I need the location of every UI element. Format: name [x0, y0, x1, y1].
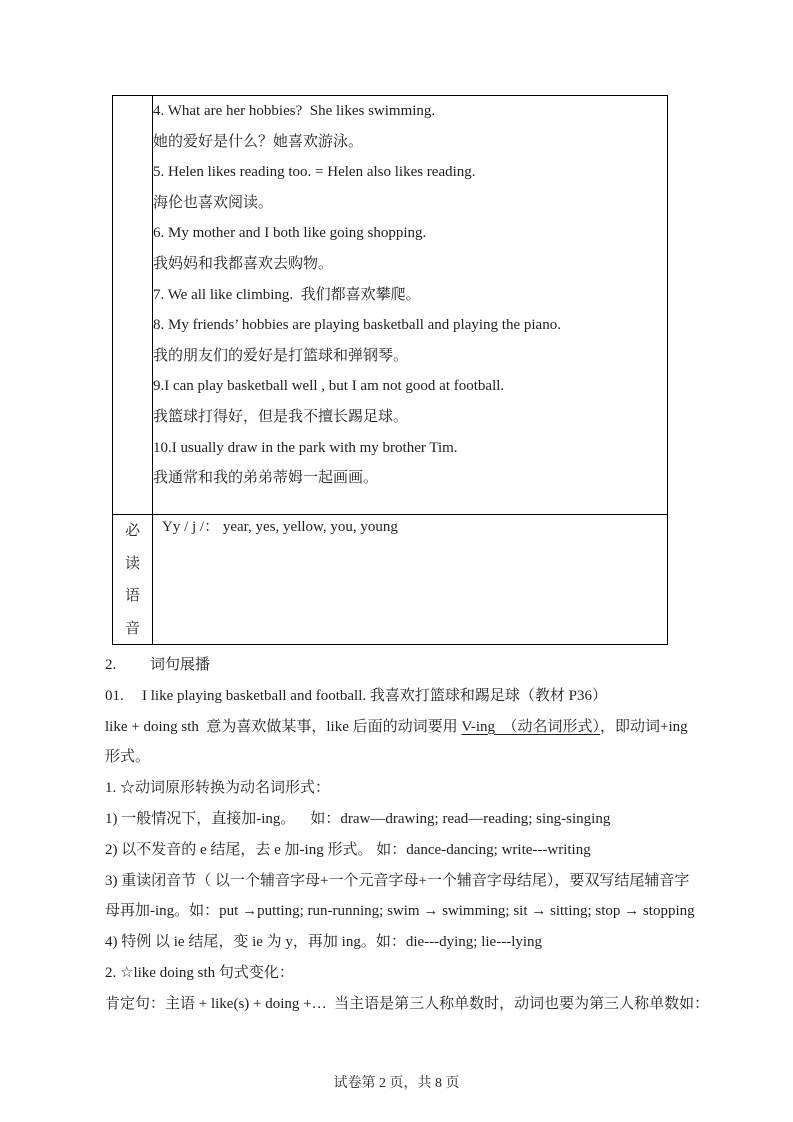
like-rule-wrap-line: 形式。 — [105, 749, 151, 766]
rule1-case3: 3) 重读闭音节（ 以一个辅音字母+一个元音字母+一个辅音字母结尾），要双写结尾辅音字 — [105, 872, 690, 889]
page-footer: 试卷第 2 页，共 8 页 — [333, 1076, 460, 1091]
phonics-header-char: 语 — [124, 588, 140, 605]
sentence-line-5-en: 5. Helen likes reading too. = Helen also likes reading. — [153, 164, 476, 181]
example-sentences-row — [113, 96, 668, 515]
sentence-line-8-en: 8. My friends’ hobbies are playing basketball and playing the piano. — [153, 317, 561, 334]
example-sentences-cell — [153, 96, 668, 515]
item-text: I like playing basketball and football. 我喜欢打篮球和踢足球（教材 P36） — [142, 687, 607, 704]
sentence-line-10-en: 10.I usually draw in the park with my brother Tim. — [153, 439, 458, 456]
sentence-line-6-en: 6. My mother and I both like going shopping. — [153, 225, 427, 242]
phonics-header-char: 必 — [124, 523, 140, 539]
section-title: 词句展播 — [150, 657, 211, 673]
rule2-title: 2. ☆like doing sth 句式变化： — [105, 964, 294, 981]
phonics-header-vertical-label — [113, 515, 152, 644]
item-number: 01. — [105, 687, 124, 704]
section-2-heading — [105, 650, 745, 681]
sentence-line-9-zh: 我篮球打得好，但是我不擅长踢足球。 — [153, 408, 409, 425]
rule1-case4: 4) 特例 以 ie 结尾，变 ie 为 y，再加 ing。如：die---dying; lie---lying — [105, 934, 543, 951]
like-rule-line — [105, 712, 745, 743]
sentence-line-8-zh: 我的朋友们的爱好是打篮球和弹钢琴。 — [153, 347, 409, 364]
rule1-case2: 2) 以不发音的 e 结尾，去 e 加-ing 形式。 如：dance-dancing; write---writing — [105, 841, 591, 858]
phonics-header-char: 读 — [124, 555, 140, 572]
lesson-notes — [105, 650, 745, 1020]
like-rule-seg3: ，即动词+ing — [600, 718, 688, 735]
sentence-line-6-zh: 我妈妈和我都喜欢去购物。 — [153, 255, 334, 272]
rule1-case1: 1) 一般情况下，直接加-ing。 如：draw—drawing; read—reading; sing-singing — [105, 810, 611, 827]
phonics-content: Yy / j /： year, yes, yellow, you, young — [162, 519, 398, 535]
like-rule-seg1: like + doing sth 意为喜欢做某事，like 后面的动词要用 — [105, 718, 462, 735]
section-number: 2. — [105, 657, 117, 673]
item-01-line — [105, 681, 745, 712]
rule1-title: 1. ☆动词原形转换为动名词形式： — [105, 780, 331, 797]
sentence-line-4-zh: 她的爱好是什么？她喜欢游泳。 — [153, 133, 364, 150]
sentence-line-5-zh: 海伦也喜欢阅读。 — [153, 194, 274, 211]
phonics-content-cell — [153, 515, 668, 645]
rule1-case3-wrap: 母再加-ing。如：put →putting; run-running; swim → swimming; sit → sitting; stop → stopping — [105, 903, 695, 920]
phonics-header-char: 音 — [124, 620, 140, 637]
like-rule-underlined: V-ing （动名词形式） — [461, 718, 600, 735]
phonics-header-cell — [113, 515, 153, 645]
sentence-line-4-en: 4. What are her hobbies? She likes swimming. — [153, 103, 436, 119]
affirmative-pattern-line: 肯定句：主语 + like(s) + doing +… 当主语是第三人称单数时，动词也要为第三人称单数如： — [105, 995, 710, 1012]
sentence-line-10-zh: 我通常和我的弟弟蒂姆一起画画。 — [153, 470, 379, 487]
empty-header-cell — [113, 96, 153, 515]
sentence-line-9-en: 9.I can play basketball well , but I am not good at football. — [153, 378, 505, 395]
phonics-row — [113, 515, 668, 645]
grammar-table — [112, 95, 668, 645]
sentence-line-7: 7. We all like climbing. 我们都喜欢攀爬。 — [153, 286, 421, 303]
